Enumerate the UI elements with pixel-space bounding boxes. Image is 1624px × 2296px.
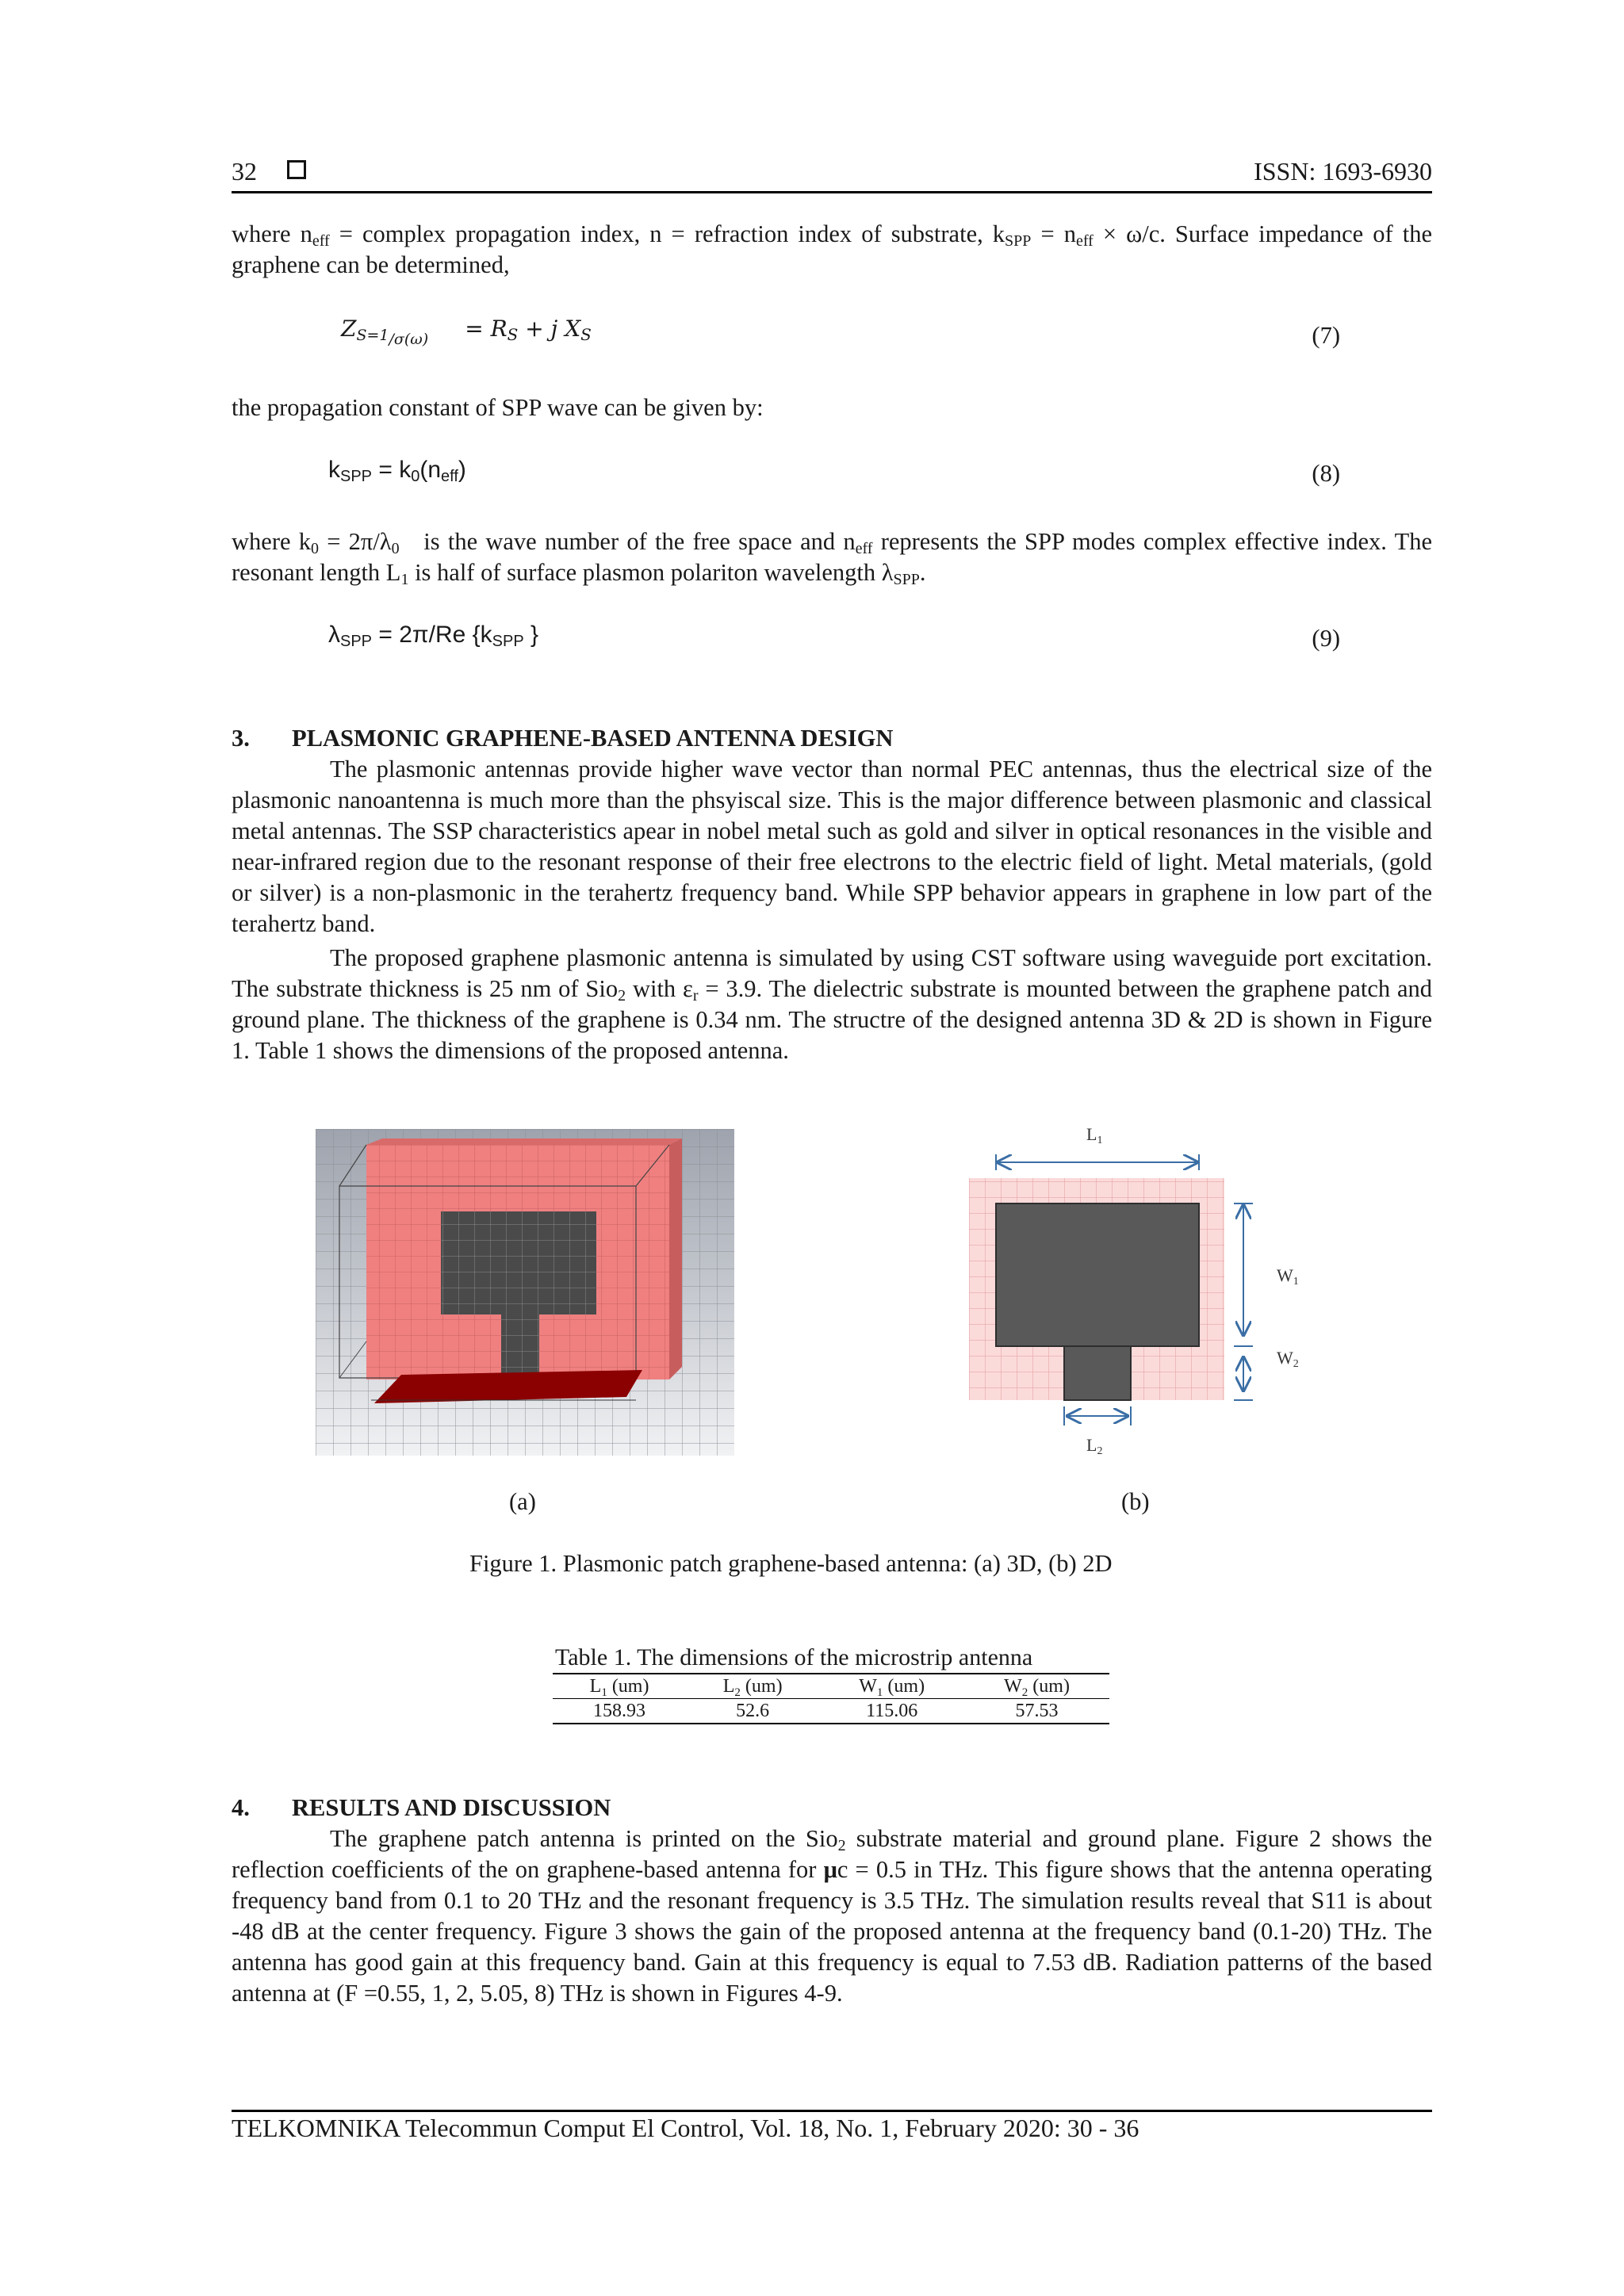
- page-number: 32: [232, 157, 257, 186]
- section-4-heading: RESULTS AND DISCUSSION: [292, 1794, 611, 1821]
- substrate-top-face: [366, 1138, 682, 1145]
- equation-9-number: (9): [1312, 625, 1340, 652]
- figure-1a-label: (a): [509, 1488, 536, 1515]
- table-header-cell: $W_2$ (um): [1004, 1676, 1070, 1699]
- w2-label: W2: [1277, 1348, 1299, 1370]
- header-rule: [232, 191, 1432, 193]
- table-cell: 52.6: [736, 1701, 770, 1721]
- figure-1a-3d-view: [316, 1129, 734, 1456]
- section-3-paragraph-2: The proposed graphene plasmonic antenna is simulated by using CST software using waveguide port excitation. The substrate thickness is 25 nm of Sio$_2$ with $\varepsilon_r = 3.9$. The dielectric substrate is mounted between the graphene patch and ground plane. The thickness of the graphene is 0.34 nm. The structre of the designed antenna 3D & 2D is shown in Figure 1. Table 1 shows the dimensions of the proposed antenna.: [232, 944, 1432, 1064]
- figure-1b-2d-view: [969, 1118, 1302, 1459]
- intro-paragraph: where $n_{eff}$ = complex propagation index, n = refraction index of substrate, $k_{SPP} = n_{eff} \times \omega/c$. Surface impedance of the graphene can be determined,: [232, 220, 1433, 278]
- section-4-number: 4.: [232, 1794, 250, 1821]
- equation-8: $k_{SPP} = k_0(n_{eff})$: [328, 457, 466, 485]
- equation-9: $\lambda_{SPP} = 2\pi/Re$ {$k_{SPP}$ }: [328, 622, 539, 650]
- table-cell: 57.53: [1015, 1701, 1059, 1721]
- l1-label: L1: [1086, 1124, 1103, 1146]
- propagation-constant-text: the propagation constant of SPP wave can be given by:: [232, 394, 764, 421]
- table-header-cell: $L_1$ (um): [589, 1676, 649, 1699]
- figure-1b-label: (b): [1121, 1488, 1150, 1515]
- table-header-row: [553, 1674, 1109, 1699]
- issn-label: ISSN: 1693-6930: [1254, 157, 1432, 186]
- feed-grid: [501, 1314, 539, 1380]
- section-3-heading: PLASMONIC GRAPHENE-BASED ANTENNA DESIGN: [292, 725, 894, 752]
- table-1-caption: Table 1. The dimensions of the microstrip antenna: [555, 1644, 1033, 1670]
- square-outline-icon: [287, 160, 306, 179]
- equation-7-number: (7): [1312, 322, 1340, 349]
- footer-citation: TELKOMNIKA Telecommun Comput El Control, Vol. 18, No. 1, February 2020: 30 - 36: [232, 2114, 1139, 2142]
- figure-1a-svg: [316, 1129, 734, 1456]
- equation-7: $Z_{S=1/\sigma(\omega)} = R_S + j$ $X_S$: [341, 316, 592, 348]
- l2-label: L2: [1086, 1435, 1103, 1457]
- section-3-paragraph-1: The plasmonic antennas provide higher wave vector than normal PEC antennas, thus the electrical size of the plasmonic nanoantenna is much more than the phsyiscal size. This is the major difference between plasmonic and classical metal antennas. The SSP characteristics apear in nobel metal such as gold and silver in optical resonances in the visible and near-infrared region due to the resonant response of their free electrons to the electric field of light. Metal materials, (gold or silver) is a non-plasmonic in the terahertz frequency band. While SPP behavior appears in graphene in low part of the terahertz band.: [232, 756, 1432, 937]
- section-4-paragraph: The graphene patch antenna is printed on the Sio$_2$ substrate material and ground plane. Figure 2 shows the reflection coefficients of the on graphene-based antenna for μc = 0.5 in THz. This figure shows that the antenna operating frequency band from 0.1 to 20 THz and the resonant frequency is 3.5 THz. The simulation results reveal that S11 is about -48 dB at the center frequency. Figure 3 shows the gain of the proposed antenna at the frequency band (0.1-20) THz. The antenna has good gain at this frequency band. Gain at this frequency is equal to 7.53 dB. Radiation patterns of the based antenna at (F =0.55, 1, 2, 5.05, 8) THz is shown in Figures 4-9.: [232, 1825, 1432, 2007]
- equation-8-number: (8): [1312, 460, 1340, 487]
- dimensions-table: [553, 1674, 1109, 1724]
- feed-2d: [1064, 1346, 1131, 1400]
- w1-label: W1: [1277, 1265, 1299, 1288]
- figure-1b-svg: [969, 1118, 1302, 1459]
- wavenumber-paragraph: where $k_0 = 2\pi/\lambda_0$ is the wave number of the free space and $n_{eff}$ represents the SPP modes complex effective index. The resonant length $L_1$ is half of surface plasmon polariton wavelength $\lambda_{SPP}$.: [232, 528, 1432, 588]
- table-row: [553, 1699, 1109, 1724]
- patch-grid: [441, 1211, 596, 1314]
- table-cell: 115.06: [866, 1701, 918, 1721]
- table-header-cell: $L_2$ (um): [722, 1676, 783, 1699]
- patch-2d: [996, 1203, 1199, 1346]
- table-header-cell: $W_1$ (um): [859, 1676, 925, 1699]
- table-cell: 158.93: [593, 1701, 646, 1721]
- figure-1-caption: Figure 1. Plasmonic patch graphene-based antenna: (a) 3D, (b) 2D: [469, 1550, 1113, 1577]
- section-3-number: 3.: [232, 725, 250, 752]
- substrate-side-face: [669, 1138, 682, 1380]
